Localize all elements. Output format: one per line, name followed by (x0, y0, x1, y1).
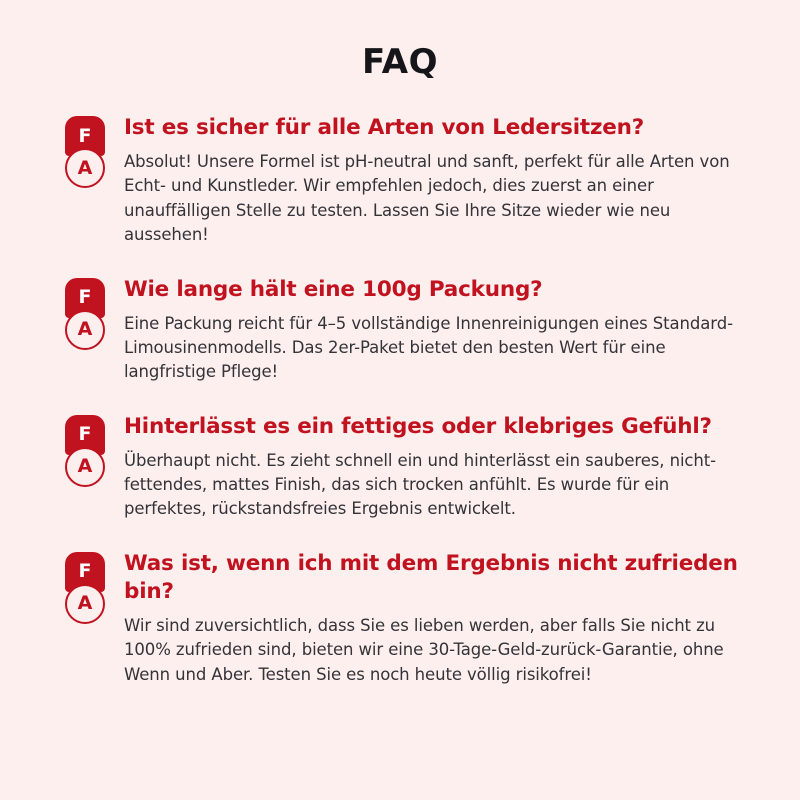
answer-badge-icon: A (65, 148, 105, 188)
faq-question: Was ist, wenn ich mit dem Ergebnis nicht zufrieden bin? (124, 550, 738, 604)
faq-text (114, 112, 744, 248)
faq-answer: Überhaupt nicht. Es zieht schnell ein und hinterlässt ein sauberes, nicht-fettendes, mattes Finish, das sich trocken anfühlt. Es wurde für ein perfektes, rückstandsfreies Ergebnis entwickelt. (124, 450, 716, 519)
question-badge-icon: F (65, 552, 105, 592)
faq-badges (56, 548, 114, 624)
faq-question: Ist es sicher für alle Arten von Ledersitzen? (124, 115, 645, 140)
faq-question: Hinterlässt es ein fettiges oder klebriges Gefühl? (124, 413, 712, 439)
answer-badge-icon: A (65, 584, 105, 624)
faq-item (56, 548, 744, 687)
answer-badge-icon: A (65, 447, 105, 487)
page-title: FAQ (361, 42, 439, 82)
faq-item (56, 411, 744, 522)
faq-text (114, 548, 744, 687)
faq-answer: Eine Packung reicht für 4–5 vollständige Innenreinigungen eines Standard-Limousinenmodells. Das 2er-Paket bietet den besten Wert für eine langfristige Pflege! (124, 313, 733, 382)
faq-text (114, 411, 744, 522)
question-badge-icon: F (65, 415, 105, 455)
faq-badges (56, 274, 114, 350)
faq-question: Wie lange hält eine 100g Packung? (124, 276, 543, 302)
answer-badge-icon: A (65, 310, 105, 350)
faq-badges (56, 112, 114, 188)
faq-item (56, 112, 744, 248)
faq-answer: Absolut! Unsere Formel ist pH-neutral und sanft, perfekt für alle Arten von Echt- und Kunstleder. Wir empfehlen jedoch, dies zuerst an einer unauffälligen Stelle zu testen. Lassen Sie Ihre Sitze wieder wie neu aussehen! (124, 151, 730, 245)
faq-item (56, 274, 744, 385)
faq-badges (56, 411, 114, 487)
faq-list (0, 112, 800, 687)
faq-answer: Wir sind zuversichtlich, dass Sie es lieben werden, aber falls Sie nicht zu 100% zufrieden sind, bieten wir eine 30-Tage-Geld-zurück-Garantie, ohne Wenn und Aber. Testen Sie es noch heute völlig risikofrei! (124, 615, 724, 684)
question-badge-icon: F (65, 278, 105, 318)
faq-text (114, 274, 744, 385)
question-badge-icon: F (65, 116, 105, 156)
